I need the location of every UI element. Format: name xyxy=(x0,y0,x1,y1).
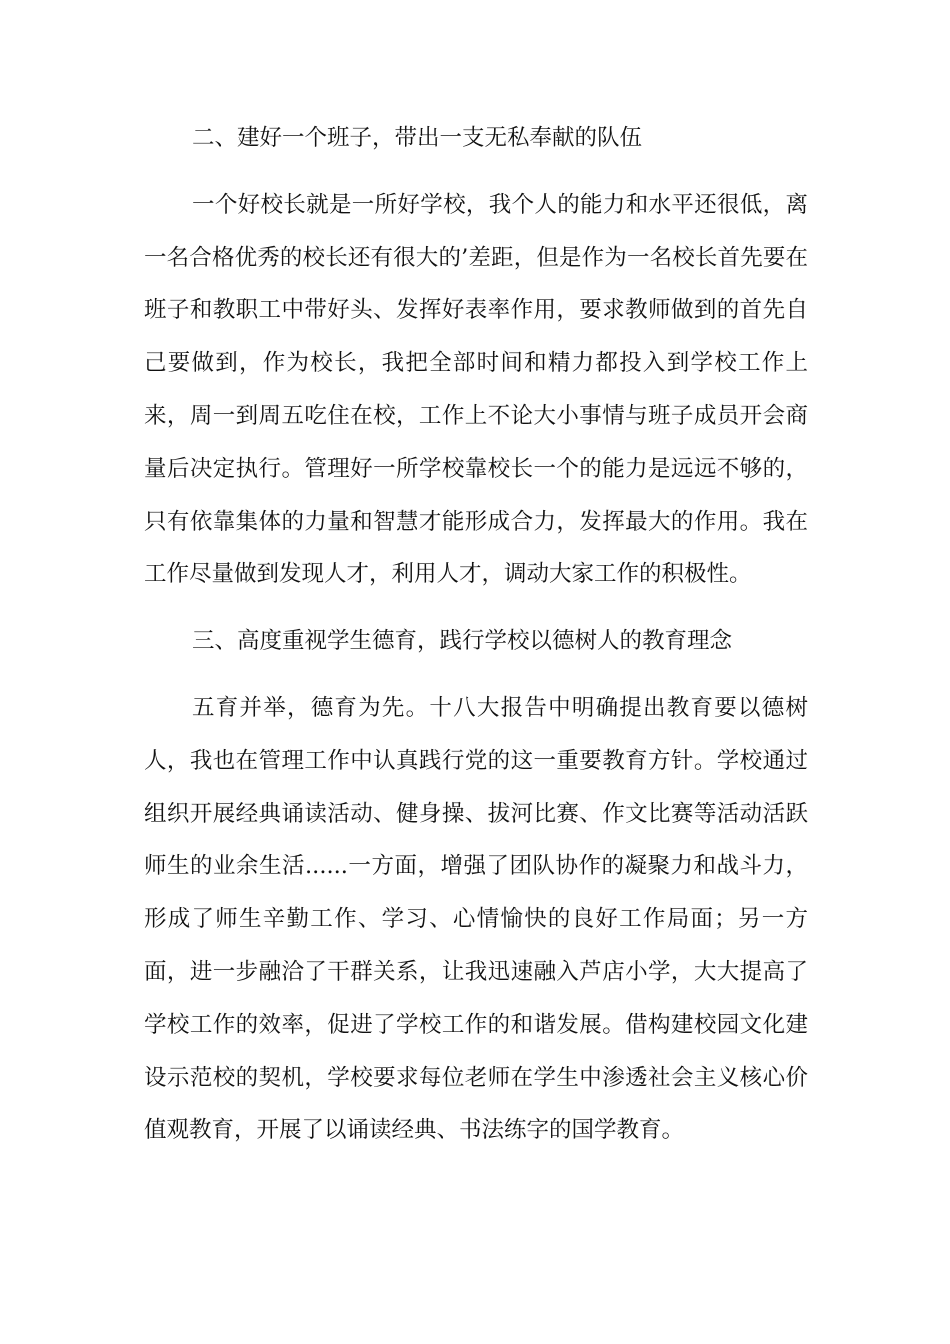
section-heading-2: 二、建好一个班子，带出一支无私奉献的队伍 xyxy=(192,125,643,151)
document-body xyxy=(144,112,808,1171)
section-paragraph-2: 一个好校长就是一所好学校，我个人的能力和水平还很低，离一名合格优秀的校长还有很大的’差距，但是作为一名校长首先要在班子和教职工中带好头、发挥好表率作用，要求教师做到的首先自己要做到，作为校长，我把全部时间和精力都投入到学校工作上来，周一到周五吃住在校，工作上不论大小事情与班子成员开会商量后决定执行。管理好一所学校靠校长一个的能力是远远不够的，只有依靠集体的力量和智慧才能形成合力，发挥最大的作用。我在工作尽量做到发现人才，利用人才，调动大家工作的积极性。 xyxy=(144,191,808,588)
section-heading-3: 三、高度重视学生德育，践行学校以德树人的教育理念 xyxy=(192,628,733,655)
section-paragraph-3: 五育并举，德育为先。十八大报告中明确提出教育要以德树人，我也在管理工作中认真践行党的这一重要教育方针。学校通过组织开展经典诵读活动、健身操、拔河比赛、作文比赛等活动活跃师生的业余生活......一方面，增强了团队协作的凝聚力和战斗力，形成了师生辛勤工作、学习、心情愉快的良好工作局面；另一方面，进一步融洽了干群关系，让我迅速融入芦店小学，大大提高了学校工作的效率，促进了学校工作的和谐发展。借构建校园文化建设示范校的契机，学校要求每位老师在学生中渗透社会主义核心价值观教育，开展了以诵读经典、书法练字的国学教育。 xyxy=(144,694,808,1144)
